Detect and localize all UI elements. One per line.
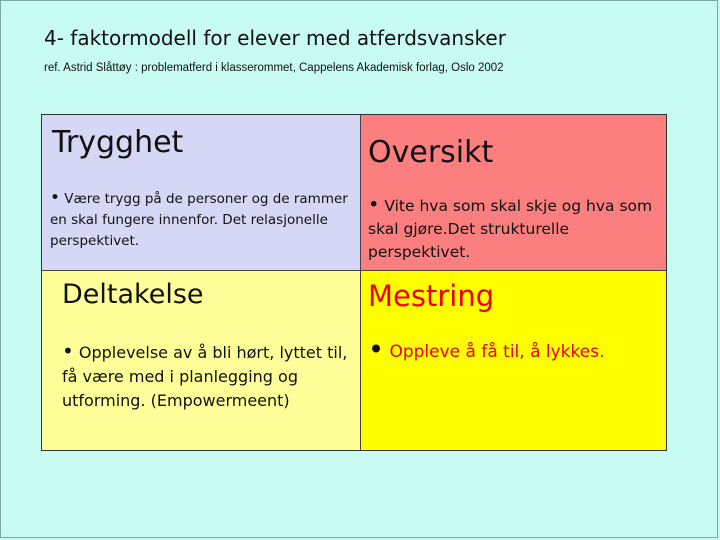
quadrant-description: Være trygg på de personer og de rammer en skal fungere innenfor. Det relasjonelle perspektivet. bbox=[50, 191, 348, 249]
reference-line: ref. Astrid Slåttøy : problematferd i klasserommet, Cappelens Akademisk forlag, Oslo 2002 bbox=[44, 62, 504, 74]
quadrant-description: Vite hva som skal skje og hva som skal gjøre.Det strukturelle perspektivet. bbox=[368, 197, 653, 261]
quadrant-mestring bbox=[361, 271, 666, 450]
quadrant-text bbox=[62, 339, 360, 413]
quadrant-trygghet bbox=[42, 115, 361, 271]
quadrant-deltakelse bbox=[42, 271, 361, 450]
quadrant-oversikt bbox=[361, 115, 666, 271]
quadrant-heading: Trygghet bbox=[52, 125, 184, 160]
quadrant-description: Opplevelse av å bli hørt, lyttet til, få være med i planlegging og utforming. (Empowermeent) bbox=[62, 343, 348, 410]
quadrant-description: Oppleve å få til, å lykkes. bbox=[389, 342, 605, 362]
slide-title: 4- faktormodell for elever med atferdsvansker bbox=[44, 26, 506, 50]
bullet-icon: • bbox=[368, 335, 385, 366]
bullet-icon: • bbox=[368, 193, 380, 216]
quadrant-heading: Oversikt bbox=[368, 135, 494, 170]
quadrant-text bbox=[50, 187, 350, 252]
bullet-icon: • bbox=[62, 339, 74, 363]
quadrant-heading: Deltakelse bbox=[62, 279, 204, 310]
four-factor-grid bbox=[41, 114, 667, 451]
quadrant-text bbox=[368, 193, 660, 264]
bullet-icon: • bbox=[50, 187, 60, 207]
quadrant-text bbox=[368, 335, 660, 366]
quadrant-heading: Mestring bbox=[368, 279, 495, 313]
